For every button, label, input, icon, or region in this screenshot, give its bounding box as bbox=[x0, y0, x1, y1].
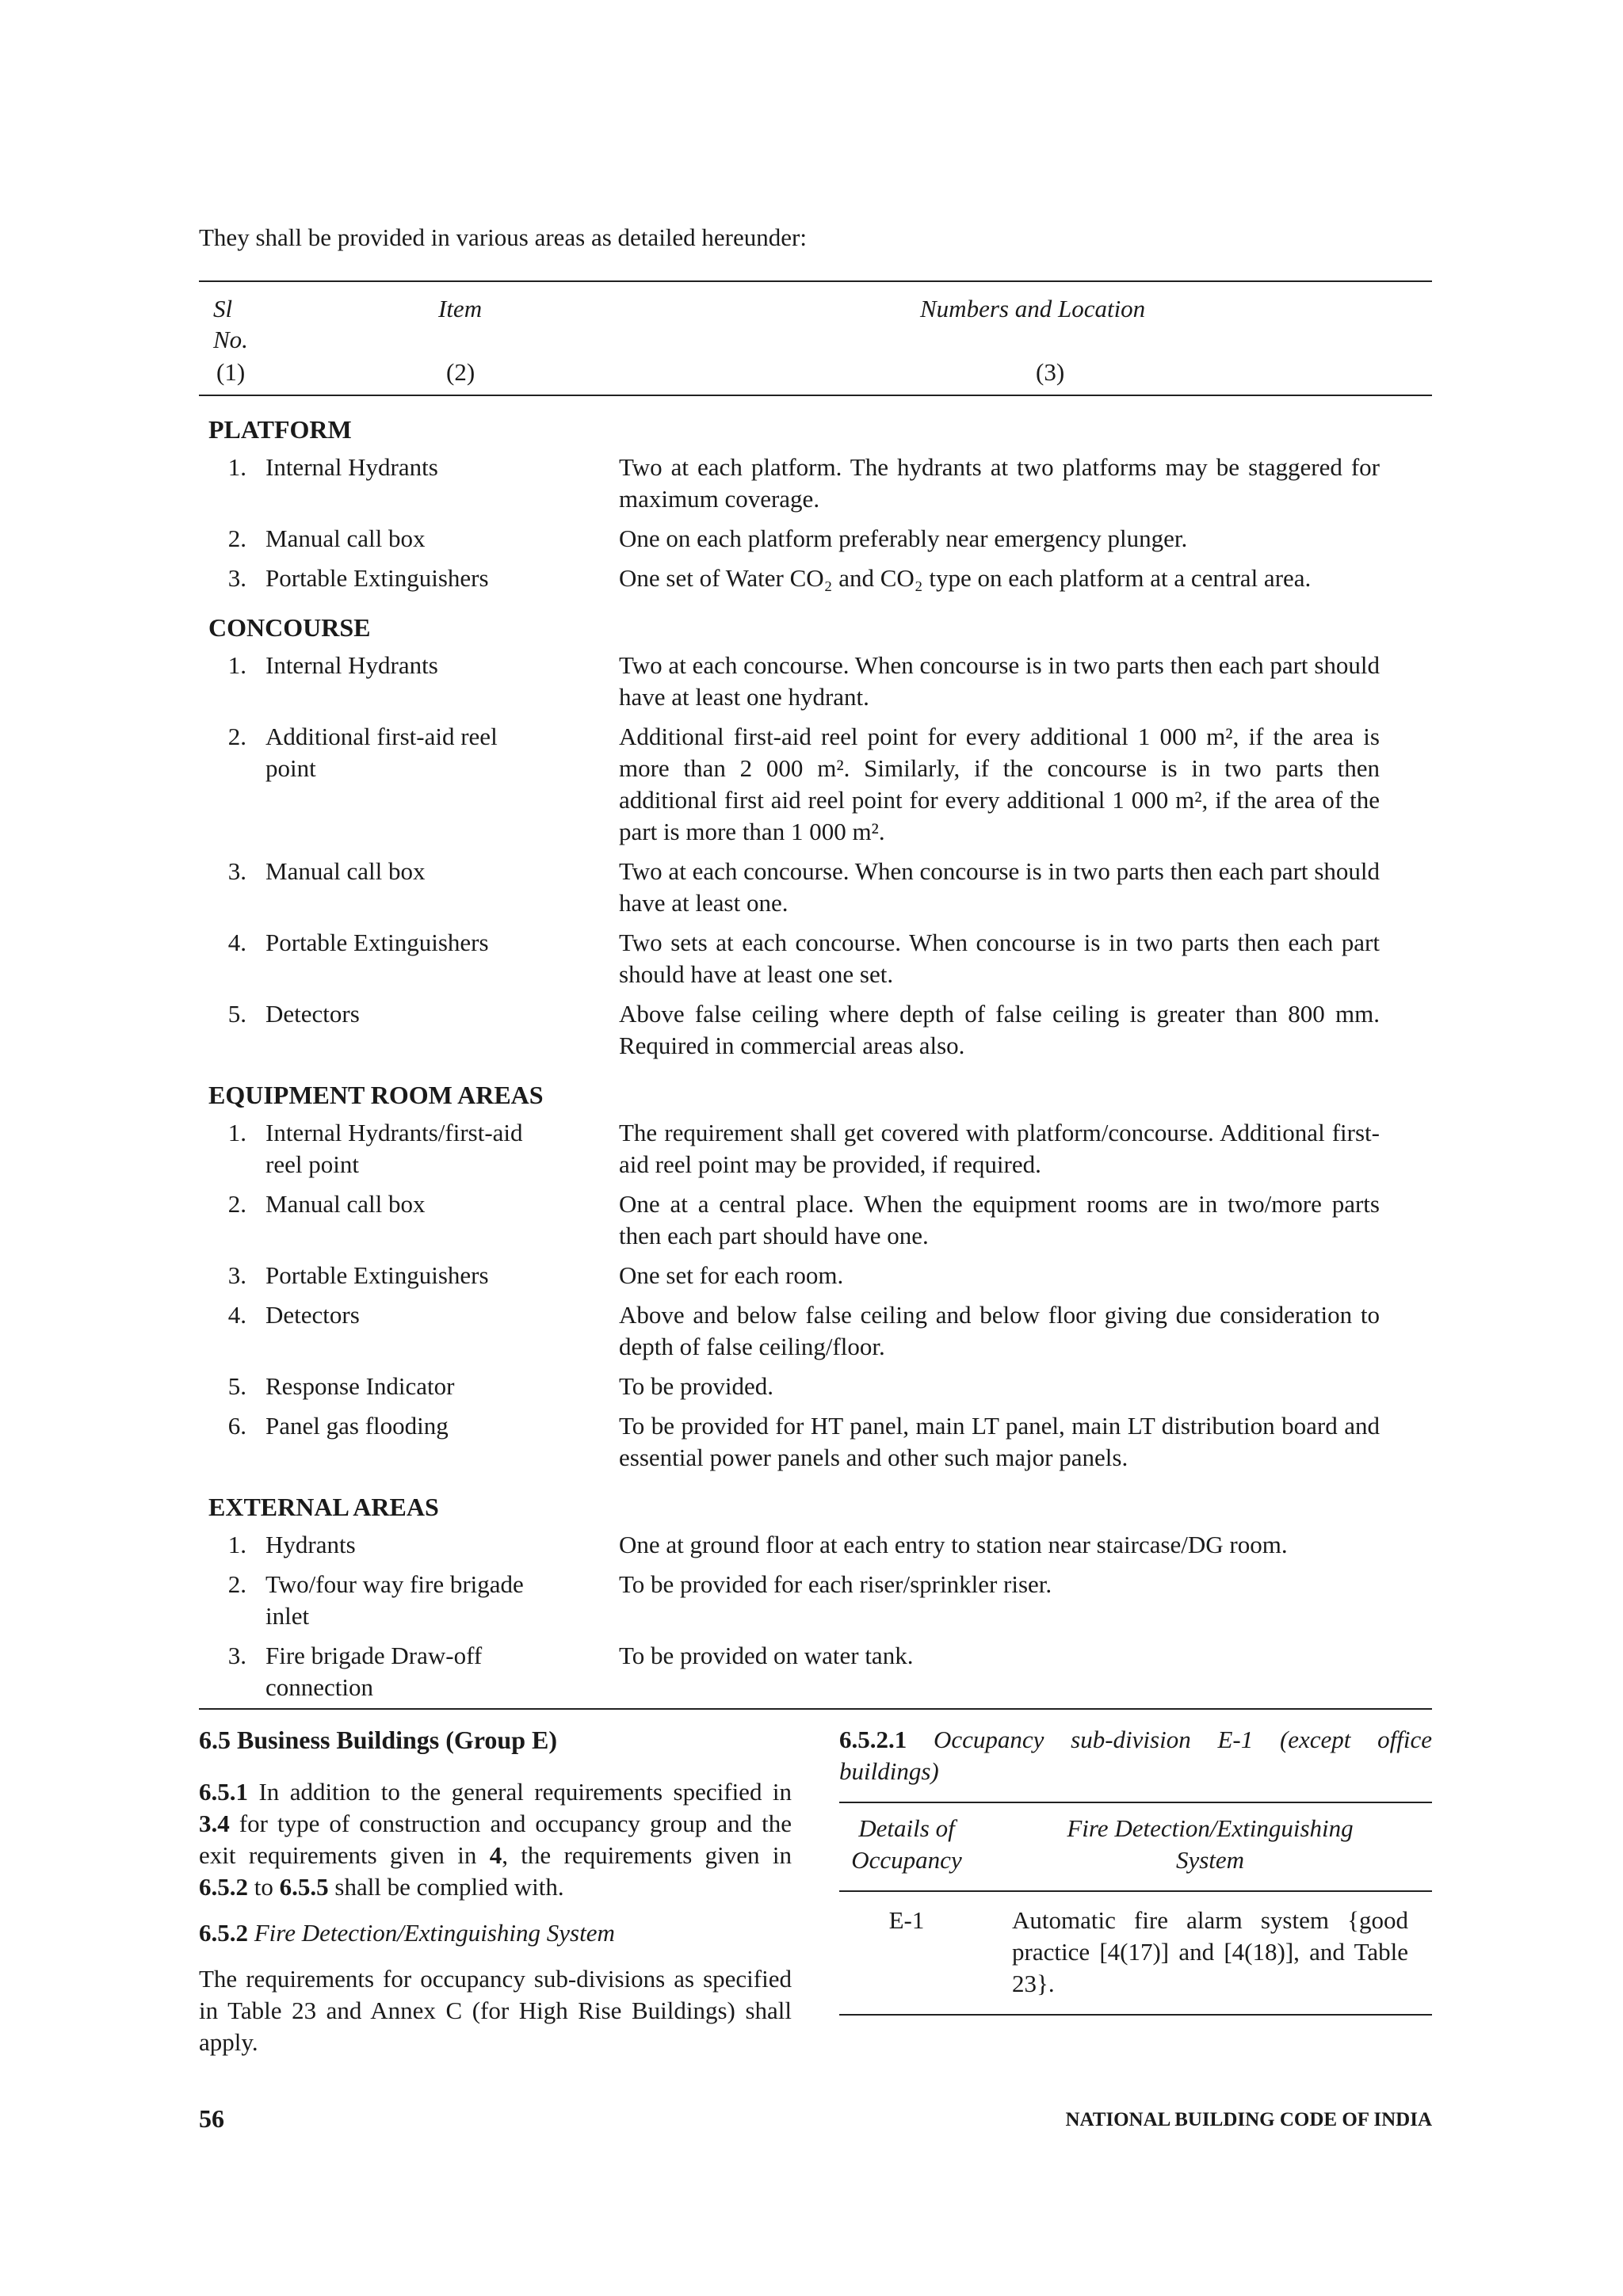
heading-6-5: 6.5 Business Buildings (Group E) bbox=[199, 1726, 558, 1754]
occupancy-table bbox=[839, 1802, 1432, 2016]
page-footer bbox=[199, 2104, 1432, 2139]
header-text: Details of bbox=[858, 1814, 955, 1842]
row-number: 2. bbox=[227, 524, 246, 552]
row-description: Two sets at each concourse. When concourse is in two parts then each part should have at least one set. bbox=[619, 929, 1380, 988]
page-number: 56 bbox=[199, 2104, 224, 2133]
row-number: 3. bbox=[227, 1642, 246, 1669]
section-heading: EXTERNAL AREAS bbox=[208, 1493, 439, 1521]
row-number: 2. bbox=[227, 1570, 246, 1598]
sub-table-header bbox=[839, 1803, 1432, 1890]
table-row bbox=[199, 721, 1432, 848]
clause-ref: 6.5.2 bbox=[199, 1873, 248, 1901]
section-heading: CONCOURSE bbox=[208, 613, 371, 642]
paragraph-6-5-1 bbox=[199, 1776, 792, 1903]
text-span: In addition to the general requirements specified in bbox=[248, 1778, 792, 1806]
table-row bbox=[199, 1640, 1432, 1703]
table-row bbox=[199, 1299, 1432, 1363]
page-content bbox=[199, 222, 1432, 1710]
row-description: To be provided. bbox=[619, 1372, 773, 1400]
row-description: Two at each concourse. When concourse is in two parts then each part should have at least one hydrant. bbox=[619, 651, 1380, 711]
row-description: One at a central place. When the equipment rooms are in two/more parts then each part should have one. bbox=[619, 1190, 1380, 1249]
row-item: Internal Hydrants bbox=[265, 453, 438, 481]
text-span: for type of construction and occupancy group and the exit requirements given in bbox=[199, 1810, 792, 1869]
table-row bbox=[199, 563, 1432, 594]
table-row bbox=[199, 452, 1432, 515]
row-number: 3. bbox=[227, 564, 246, 592]
header-col3: (3) bbox=[1036, 358, 1065, 386]
table-row bbox=[199, 1117, 1432, 1180]
row-item: Manual call box bbox=[265, 1190, 426, 1218]
row-number: 3. bbox=[227, 1261, 246, 1289]
row-description: One set for each room. bbox=[619, 1261, 844, 1289]
row-description: To be provided for HT panel, main LT panel, main LT distribution board and essential power panels and other such major panels. bbox=[619, 1412, 1380, 1471]
sub-table-bottom-rule bbox=[839, 2014, 1432, 2016]
header-item: Item bbox=[438, 295, 483, 322]
row-number: 5. bbox=[227, 1372, 246, 1400]
header-numbers-location: Numbers and Location bbox=[920, 295, 1146, 322]
left-column bbox=[199, 1724, 792, 2073]
row-item: Additional first-aid reel point bbox=[265, 723, 498, 782]
row-number: 4. bbox=[227, 929, 246, 956]
table-row bbox=[199, 1529, 1432, 1561]
row-description: To be provided on water tank. bbox=[619, 1642, 914, 1669]
table-row bbox=[199, 1410, 1432, 1474]
row-description: Above false ceiling where depth of false ceiling is greater than 800 mm. Required in commercial areas also. bbox=[619, 1000, 1380, 1059]
row-item: Internal Hydrants bbox=[265, 651, 438, 679]
header-col2: (2) bbox=[446, 358, 475, 386]
clause-title: Occupancy sub-division E-1 (except office buildings) bbox=[839, 1726, 1433, 1785]
clause-number: 6.5.2 bbox=[199, 1919, 248, 1947]
row-number: 2. bbox=[227, 723, 246, 750]
row-item: Portable Extinguishers bbox=[265, 1261, 489, 1289]
row-number: 3. bbox=[227, 857, 246, 885]
table-row bbox=[199, 927, 1432, 990]
right-column bbox=[839, 1724, 1432, 2016]
row-item: Portable Extinguishers bbox=[265, 929, 489, 956]
table-header bbox=[199, 282, 1432, 395]
table-row bbox=[199, 1371, 1432, 1402]
table-row bbox=[199, 1260, 1432, 1291]
row-item: Internal Hydrants/first-aid reel point bbox=[265, 1119, 523, 1178]
row-description: One on each platform preferably near emergency plunger. bbox=[619, 524, 1188, 552]
text-span: to bbox=[248, 1873, 280, 1901]
text-span: shall be complied with. bbox=[328, 1873, 564, 1901]
header-occupancy bbox=[839, 1813, 974, 1876]
header-sl-label: Sl bbox=[213, 295, 233, 322]
row-description: Two at each concourse. When concourse is in two parts then each part should have at least one. bbox=[619, 857, 1380, 917]
table-body bbox=[199, 414, 1432, 1703]
header-text: System bbox=[1175, 1846, 1245, 1874]
clause-number: 6.5.1 bbox=[199, 1778, 248, 1806]
header-col1: (1) bbox=[216, 358, 246, 386]
header-no-label: No. bbox=[213, 326, 248, 353]
table-row bbox=[839, 1892, 1432, 2014]
footer-title: NATIONAL BUILDING CODE OF INDIA bbox=[1065, 2109, 1432, 2130]
fire-equipment-table bbox=[199, 280, 1432, 1710]
row-description: Additional first-aid reel point for every additional 1 000 m², if the area is more than 2 000 m². Similarly, if the concourse is in two parts then additional first aid reel point for every additional 1 000 m², if the area of the part is more than 1 000 m². bbox=[619, 723, 1380, 845]
row-number: 1. bbox=[227, 651, 246, 679]
row-item: Detectors bbox=[265, 1000, 360, 1028]
row-number: 4. bbox=[227, 1301, 246, 1329]
table-row bbox=[199, 998, 1432, 1062]
table-row bbox=[199, 1188, 1432, 1252]
header-text: Occupancy bbox=[851, 1846, 962, 1874]
clause-ref: 6.5.5 bbox=[279, 1873, 329, 1901]
row-number: 2. bbox=[227, 1190, 246, 1218]
row-description: Above and below false ceiling and below floor giving due consideration to depth of false ceiling/floor. bbox=[619, 1301, 1380, 1360]
row-item: Portable Extinguishers bbox=[265, 564, 489, 592]
section-heading: PLATFORM bbox=[208, 415, 352, 444]
row-item: Hydrants bbox=[265, 1531, 356, 1558]
row-number: 6. bbox=[227, 1412, 246, 1440]
row-description: The requirement shall get covered with platform/concourse. Additional first-aid reel point may be provided, if required. bbox=[619, 1119, 1380, 1178]
row-number: 1. bbox=[227, 453, 246, 481]
row-number: 5. bbox=[227, 1000, 246, 1028]
row-item: Two/four way fire brigade inlet bbox=[265, 1570, 524, 1630]
heading-6-5-2-1 bbox=[839, 1724, 1432, 1787]
header-system bbox=[1012, 1813, 1408, 1876]
row-item: Manual call box bbox=[265, 524, 426, 552]
table-bottom-rule bbox=[199, 1708, 1432, 1710]
section-heading: EQUIPMENT ROOM AREAS bbox=[208, 1081, 544, 1109]
table-row bbox=[199, 1569, 1432, 1632]
heading-6-5-2 bbox=[199, 1917, 792, 1949]
table-row bbox=[199, 856, 1432, 919]
clause-title: Fire Detection/Extinguishing System bbox=[254, 1919, 615, 1947]
table-header-rule bbox=[199, 395, 1432, 396]
clause-ref: 4 bbox=[489, 1841, 502, 1869]
occupancy-cell: E-1 bbox=[888, 1906, 925, 1934]
header-text: Fire Detection/Extinguishing bbox=[1067, 1814, 1354, 1842]
row-description: One set of Water CO₂ and CO₂ type on each platform at a central area. bbox=[619, 564, 1312, 592]
row-number: 1. bbox=[227, 1119, 246, 1146]
system-cell: Automatic fire alarm system {good practice [4(17)] and [4(18)], and Table 23}. bbox=[1012, 1906, 1408, 1997]
intro-text: They shall be provided in various areas as detailed hereunder: bbox=[199, 223, 807, 251]
text-span: , the requirements given in bbox=[502, 1841, 792, 1869]
row-description: Two at each platform. The hydrants at two platforms may be staggered for maximum coverage. bbox=[619, 453, 1380, 513]
row-item: Panel gas flooding bbox=[265, 1412, 449, 1440]
row-description: To be provided for each riser/sprinkler riser. bbox=[619, 1570, 1052, 1598]
header-sl bbox=[213, 293, 248, 355]
row-item: Fire brigade Draw-off connection bbox=[265, 1642, 483, 1701]
clause-ref: 3.4 bbox=[199, 1810, 230, 1837]
paragraph-6-5-2: The requirements for occupancy sub-divisions as specified in Table 23 and Annex C (for High Rise Buildings) shall apply. bbox=[199, 1965, 792, 2056]
row-item: Response Indicator bbox=[265, 1372, 455, 1400]
table-row bbox=[199, 523, 1432, 555]
table-row bbox=[199, 650, 1432, 713]
row-number: 1. bbox=[227, 1531, 246, 1558]
row-item: Manual call box bbox=[265, 857, 426, 885]
row-item: Detectors bbox=[265, 1301, 360, 1329]
clause-number: 6.5.2.1 bbox=[839, 1726, 907, 1753]
row-description: One at ground floor at each entry to station near staircase/DG room. bbox=[619, 1531, 1288, 1558]
